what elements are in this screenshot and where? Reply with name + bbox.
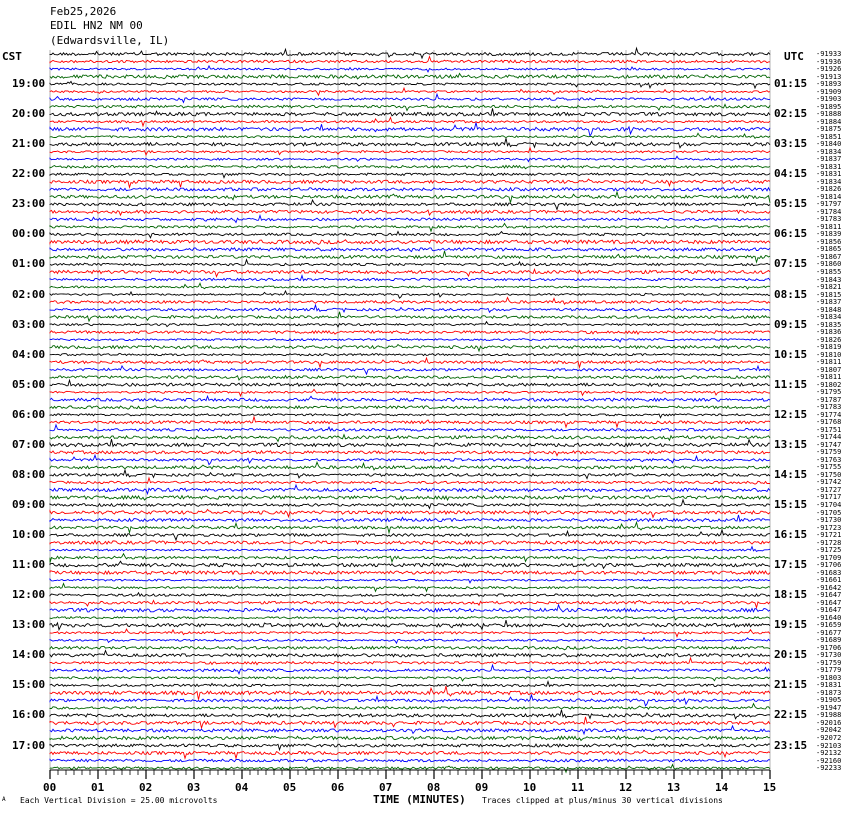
- trace-count-label: -91811: [816, 373, 842, 382]
- seismic-trace: [50, 156, 770, 161]
- trace-count-label: -91834: [816, 313, 842, 322]
- trace-count-label: -91797: [816, 200, 842, 209]
- seismic-trace: [50, 750, 770, 758]
- seismic-trace: [50, 717, 770, 728]
- left-time-label: 11:00: [12, 558, 46, 572]
- trace-count-label: -91903: [816, 95, 842, 104]
- seismic-trace: [50, 658, 770, 665]
- trace-count-label: -91875: [816, 125, 842, 134]
- x-tick-label: 03: [187, 781, 201, 794]
- seismic-trace: [50, 584, 770, 592]
- seismic-trace: [50, 224, 770, 232]
- seismic-trace: [50, 192, 770, 203]
- right-time-label: 21:15: [774, 678, 808, 692]
- left-time-label: 03:00: [12, 317, 46, 331]
- x-tick-label: 07: [379, 781, 393, 794]
- left-time-label: 02:00: [12, 287, 46, 301]
- seismic-trace: [50, 94, 770, 102]
- right-time-label: 19:15: [774, 618, 808, 632]
- trace-count-label: -91704: [816, 500, 842, 509]
- seismic-trace: [50, 298, 770, 305]
- scale-note: Each Vertical Division = 25.00 microvolts: [20, 796, 218, 805]
- seismic-trace: [50, 682, 770, 687]
- seismic-trace: [50, 600, 770, 607]
- trace-count-label: -91905: [816, 696, 842, 705]
- trace-count-label: -91926: [816, 65, 842, 73]
- seismic-trace: [50, 81, 770, 88]
- seismic-trace: [50, 108, 770, 115]
- right-time-label: 10:15: [774, 347, 808, 361]
- seismic-trace: [50, 366, 770, 374]
- seismic-trace: [50, 530, 770, 540]
- left-time-label: 01:00: [12, 257, 46, 271]
- seismic-trace: [50, 593, 770, 597]
- trace-count-label: -91705: [816, 508, 842, 517]
- seismic-trace: [50, 118, 770, 126]
- trace-count-label: -91768: [816, 418, 842, 427]
- trace-count-label: -91860: [816, 260, 842, 269]
- seismic-trace: [50, 677, 770, 681]
- right-time-label: 13:15: [774, 437, 808, 451]
- seismic-trace: [50, 57, 770, 63]
- seismic-trace: [50, 66, 770, 72]
- trace-count-label: -91723: [816, 523, 842, 532]
- trace-count-label: -91751: [816, 425, 842, 434]
- x-tick-label: 13: [667, 781, 681, 794]
- plot-date: Feb25,2026: [50, 5, 117, 18]
- seismic-trace: [50, 123, 770, 136]
- right-time-label: 03:15: [774, 137, 808, 151]
- trace-count-label: -91884: [816, 117, 842, 126]
- trace-count-label: -91873: [816, 688, 842, 697]
- seismic-trace: [50, 138, 770, 148]
- trace-count-label: -91836: [816, 328, 842, 337]
- left-time-label: 05:00: [12, 377, 46, 391]
- left-timezone-label: CST: [2, 50, 22, 63]
- left-time-label: 21:00: [12, 137, 46, 151]
- trace-count-label: -91747: [816, 440, 842, 449]
- x-tick-label: 09: [475, 781, 489, 794]
- seismic-trace: [50, 133, 770, 138]
- left-time-label: 16:00: [12, 708, 46, 722]
- trace-count-label: -92233: [816, 764, 842, 772]
- left-time-label: 22:00: [12, 167, 46, 181]
- station-location: (Edwardsville, IL): [50, 34, 170, 47]
- seismic-trace: [50, 686, 770, 700]
- trace-count-label: -91725: [816, 546, 842, 554]
- trace-count-label: -91814: [816, 192, 842, 201]
- trace-count-label: -91811: [816, 222, 842, 231]
- seismic-trace: [50, 173, 770, 178]
- seismic-trace: [50, 579, 770, 583]
- x-axis-title: TIME (MINUTES): [373, 793, 466, 806]
- right-time-label: 17:15: [774, 558, 808, 572]
- trace-count-label: -91821: [816, 283, 842, 291]
- seismic-trace: [50, 165, 770, 168]
- x-tick-label: 01: [91, 781, 105, 794]
- x-tick-label: 08: [427, 781, 441, 794]
- seismic-trace: [50, 571, 770, 574]
- right-time-label: 15:15: [774, 497, 808, 511]
- right-time-label: 05:15: [774, 197, 808, 211]
- left-time-label: 12:00: [12, 588, 46, 602]
- x-tick-label: 05: [283, 781, 297, 794]
- trace-count-label: -91933: [816, 50, 842, 58]
- trace-count-label: -91759: [816, 448, 842, 457]
- trace-count-label: -91661: [816, 576, 842, 585]
- trace-count-label: -91835: [816, 320, 842, 329]
- x-tick-label: 11: [571, 781, 585, 794]
- trace-count-label: -91647: [816, 606, 842, 615]
- seismic-trace: [50, 312, 770, 321]
- seismic-trace: [50, 251, 770, 262]
- seismic-trace: [50, 451, 770, 456]
- trace-count-label: -91642: [816, 583, 842, 592]
- right-time-label: 07:15: [774, 257, 808, 271]
- right-time-label: 14:15: [774, 467, 808, 481]
- trace-count-label: -92072: [816, 733, 842, 742]
- right-time-label: 02:15: [774, 107, 808, 121]
- trace-count-label: -91843: [816, 275, 842, 284]
- trace-count-label: -91895: [816, 102, 842, 111]
- right-time-label: 16:15: [774, 528, 808, 541]
- seismic-trace: [50, 104, 770, 110]
- seismic-trace: [50, 736, 770, 740]
- left-time-label: 10:00: [12, 528, 46, 541]
- left-time-label: 14:00: [12, 648, 46, 662]
- seismic-trace: [50, 376, 770, 380]
- x-tick-label: 04: [235, 781, 249, 794]
- right-time-label: 22:15: [774, 708, 808, 722]
- left-time-label: 15:00: [12, 678, 46, 692]
- left-time-label: 00:00: [12, 227, 46, 241]
- seismic-trace: [50, 88, 770, 95]
- trace-count-label: -91659: [816, 621, 842, 630]
- trace-count-label: -91750: [816, 470, 842, 479]
- trace-count-label: -91730: [816, 651, 842, 660]
- trace-count-label: -91867: [816, 252, 842, 261]
- trace-count-label: -91831: [816, 170, 842, 179]
- x-tick-label: 15: [763, 781, 777, 794]
- trace-count-label: -91893: [816, 80, 842, 89]
- trace-count-label: -91784: [816, 207, 842, 216]
- right-time-label: 20:15: [774, 648, 808, 662]
- trace-count-label: -91848: [816, 305, 842, 314]
- trace-count-label: -91783: [816, 215, 842, 224]
- trace-count-label: -91834: [816, 147, 842, 156]
- trace-count-label: -91807: [816, 365, 842, 374]
- seismic-trace: [50, 547, 770, 552]
- trace-count-label: -91888: [816, 110, 842, 119]
- seismic-trace: [50, 179, 770, 187]
- corner-mark: A: [2, 796, 6, 803]
- seismic-trace: [50, 417, 770, 427]
- trace-count-label: -91856: [816, 237, 842, 246]
- trace-count-label: -92132: [816, 749, 842, 757]
- seismic-trace: [50, 554, 770, 563]
- seismic-trace: [50, 605, 770, 612]
- trace-count-label: -92103: [816, 741, 842, 750]
- seismic-trace: [50, 188, 770, 191]
- seismic-trace: [50, 331, 770, 334]
- seismic-trace: [50, 561, 770, 568]
- trace-count-label: -91826: [816, 185, 842, 194]
- seismic-trace: [50, 406, 770, 410]
- trace-count-label: -91855: [816, 268, 842, 276]
- trace-count-label: -91683: [816, 568, 842, 577]
- x-tick-label: 00: [43, 781, 57, 794]
- trace-count-label: -91947: [816, 703, 842, 712]
- trace-count-label: -91783: [816, 403, 842, 412]
- seismic-trace: [50, 269, 770, 276]
- seismic-trace: [50, 283, 770, 289]
- trace-count-label: -92042: [816, 726, 842, 735]
- right-time-label: 11:15: [774, 377, 808, 391]
- trace-count-label: -91837: [816, 155, 842, 164]
- trace-count-label: -91795: [816, 388, 842, 397]
- seismic-trace: [50, 541, 770, 545]
- seismic-trace: [50, 510, 770, 518]
- trace-count-label: -91936: [816, 57, 842, 66]
- left-time-label: 17:00: [12, 738, 46, 752]
- trace-count-label: -91728: [816, 538, 842, 547]
- right-time-label: 18:15: [774, 588, 808, 602]
- trace-count-label: -91815: [816, 290, 842, 299]
- trace-count-label: -91744: [816, 433, 842, 442]
- trace-count-label: -91909: [816, 87, 842, 96]
- x-tick-label: 12: [619, 781, 633, 794]
- seismic-trace: [50, 522, 770, 532]
- seismic-trace: [50, 389, 770, 396]
- trace-count-label: -91840: [816, 140, 842, 149]
- trace-count-label: -91802: [816, 380, 842, 389]
- trace-count-label: -91759: [816, 658, 842, 667]
- seismic-trace: [50, 439, 770, 446]
- seismic-trace: [50, 470, 770, 479]
- seismic-trace: [50, 248, 770, 252]
- right-time-label: 06:15: [774, 227, 808, 241]
- trace-count-label: -91640: [816, 613, 842, 622]
- trace-count-label: -92160: [816, 756, 842, 765]
- right-time-label: 12:15: [774, 407, 808, 421]
- seismic-trace: [50, 515, 770, 521]
- right-timezone-label: UTC: [784, 50, 804, 63]
- trace-count-label: -91774: [816, 410, 842, 419]
- seismic-trace: [50, 710, 770, 719]
- trace-count-label: -91763: [816, 455, 842, 464]
- seismic-trace: [50, 276, 770, 281]
- seismic-trace: [50, 380, 770, 386]
- station-code: EDIL HN2 NM 00: [50, 19, 143, 32]
- seismic-trace: [50, 759, 770, 762]
- trace-count-label: -91742: [816, 478, 842, 487]
- right-time-label: 09:15: [774, 317, 808, 331]
- seismic-trace: [50, 210, 770, 215]
- seismic-trace: [50, 462, 770, 470]
- right-time-label: 08:15: [774, 287, 808, 301]
- seismic-trace: [50, 651, 770, 658]
- seismic-trace: [50, 435, 770, 442]
- seismic-trace: [50, 339, 770, 342]
- left-time-label: 20:00: [12, 107, 46, 121]
- trace-count-label: -91865: [816, 245, 842, 254]
- seismic-trace: [50, 620, 770, 630]
- seismic-trace: [50, 358, 770, 367]
- trace-count-label: -91831: [816, 681, 842, 690]
- seismic-trace: [50, 260, 770, 266]
- clip-note: Traces clipped at plus/minus 30 vertical divisions: [482, 796, 723, 805]
- seismic-trace: [50, 414, 770, 418]
- x-tick-label: 10: [523, 781, 537, 794]
- left-time-label: 09:00: [12, 497, 46, 511]
- x-tick-label: 14: [715, 781, 729, 794]
- seismic-trace: [50, 638, 770, 643]
- seismic-trace: [50, 291, 770, 298]
- trace-count-label: -91677: [816, 628, 842, 637]
- trace-count-label: -91779: [816, 666, 842, 675]
- trace-count-label: -91826: [816, 335, 842, 344]
- x-tick-label: 02: [139, 781, 153, 794]
- seismic-trace: [50, 616, 770, 620]
- seismic-trace: [50, 704, 770, 710]
- trace-count-label: -91831: [816, 162, 842, 171]
- seismic-trace: [50, 425, 770, 431]
- left-time-label: 13:00: [12, 618, 46, 632]
- trace-count-label: -91647: [816, 598, 842, 607]
- seismic-trace: [50, 200, 770, 210]
- seismic-trace: [50, 500, 770, 509]
- seismic-trace: [50, 726, 770, 734]
- trace-count-label: -91755: [816, 463, 842, 472]
- seismic-trace: [50, 695, 770, 706]
- trace-count-label: -91787: [816, 395, 842, 404]
- seismic-trace: [50, 396, 770, 401]
- seismic-trace: [50, 665, 770, 674]
- trace-count-label: -91727: [816, 485, 842, 494]
- trace-count-label: -91839: [816, 230, 842, 239]
- trace-count-label: -91988: [816, 711, 842, 720]
- seismic-trace: [50, 240, 770, 245]
- seismic-trace: [50, 646, 770, 650]
- right-time-label: 23:15: [774, 738, 808, 752]
- seismic-trace: [50, 629, 770, 637]
- trace-count-label: -91851: [816, 132, 842, 141]
- trace-count-label: -91811: [816, 358, 842, 367]
- seismic-trace: [50, 353, 770, 356]
- trace-count-label: -91709: [816, 553, 842, 562]
- trace-count-label: -91803: [816, 673, 842, 682]
- left-time-label: 07:00: [12, 437, 46, 451]
- trace-count-label: -91819: [816, 343, 842, 352]
- left-time-label: 19:00: [12, 77, 46, 91]
- seismic-trace: [50, 305, 770, 312]
- trace-count-label: -91717: [816, 493, 842, 502]
- trace-count-label: -91647: [816, 591, 842, 600]
- right-time-label: 04:15: [774, 167, 808, 181]
- seismic-trace: [50, 744, 770, 750]
- seismic-trace: [50, 74, 770, 79]
- trace-count-label: -92016: [816, 718, 842, 727]
- x-tick-label: 06: [331, 781, 345, 794]
- trace-count-label: -91706: [816, 643, 842, 652]
- left-time-label: 06:00: [12, 407, 46, 421]
- trace-count-label: -91689: [816, 636, 842, 645]
- seismic-trace: [50, 148, 770, 155]
- trace-count-label: -91913: [816, 72, 842, 81]
- seismic-trace: [50, 455, 770, 464]
- seismic-trace: [50, 478, 770, 484]
- seismic-trace: [50, 322, 770, 327]
- trace-count-label: -91730: [816, 516, 842, 524]
- right-time-label: 01:15: [774, 77, 808, 91]
- trace-count-label: -91837: [816, 298, 842, 306]
- left-time-label: 23:00: [12, 197, 46, 211]
- trace-count-label: -91721: [816, 531, 842, 539]
- seismic-trace: [50, 216, 770, 223]
- seismic-trace: [50, 345, 770, 352]
- seismic-trace: [50, 485, 770, 494]
- trace-count-label: -91834: [816, 177, 842, 186]
- left-time-label: 08:00: [12, 467, 46, 481]
- seismic-trace: [50, 496, 770, 500]
- trace-count-label: -91706: [816, 561, 842, 570]
- left-time-label: 04:00: [12, 347, 46, 361]
- trace-count-label: -91810: [816, 350, 842, 359]
- seismic-trace: [50, 48, 770, 58]
- seismic-trace: [50, 232, 770, 238]
